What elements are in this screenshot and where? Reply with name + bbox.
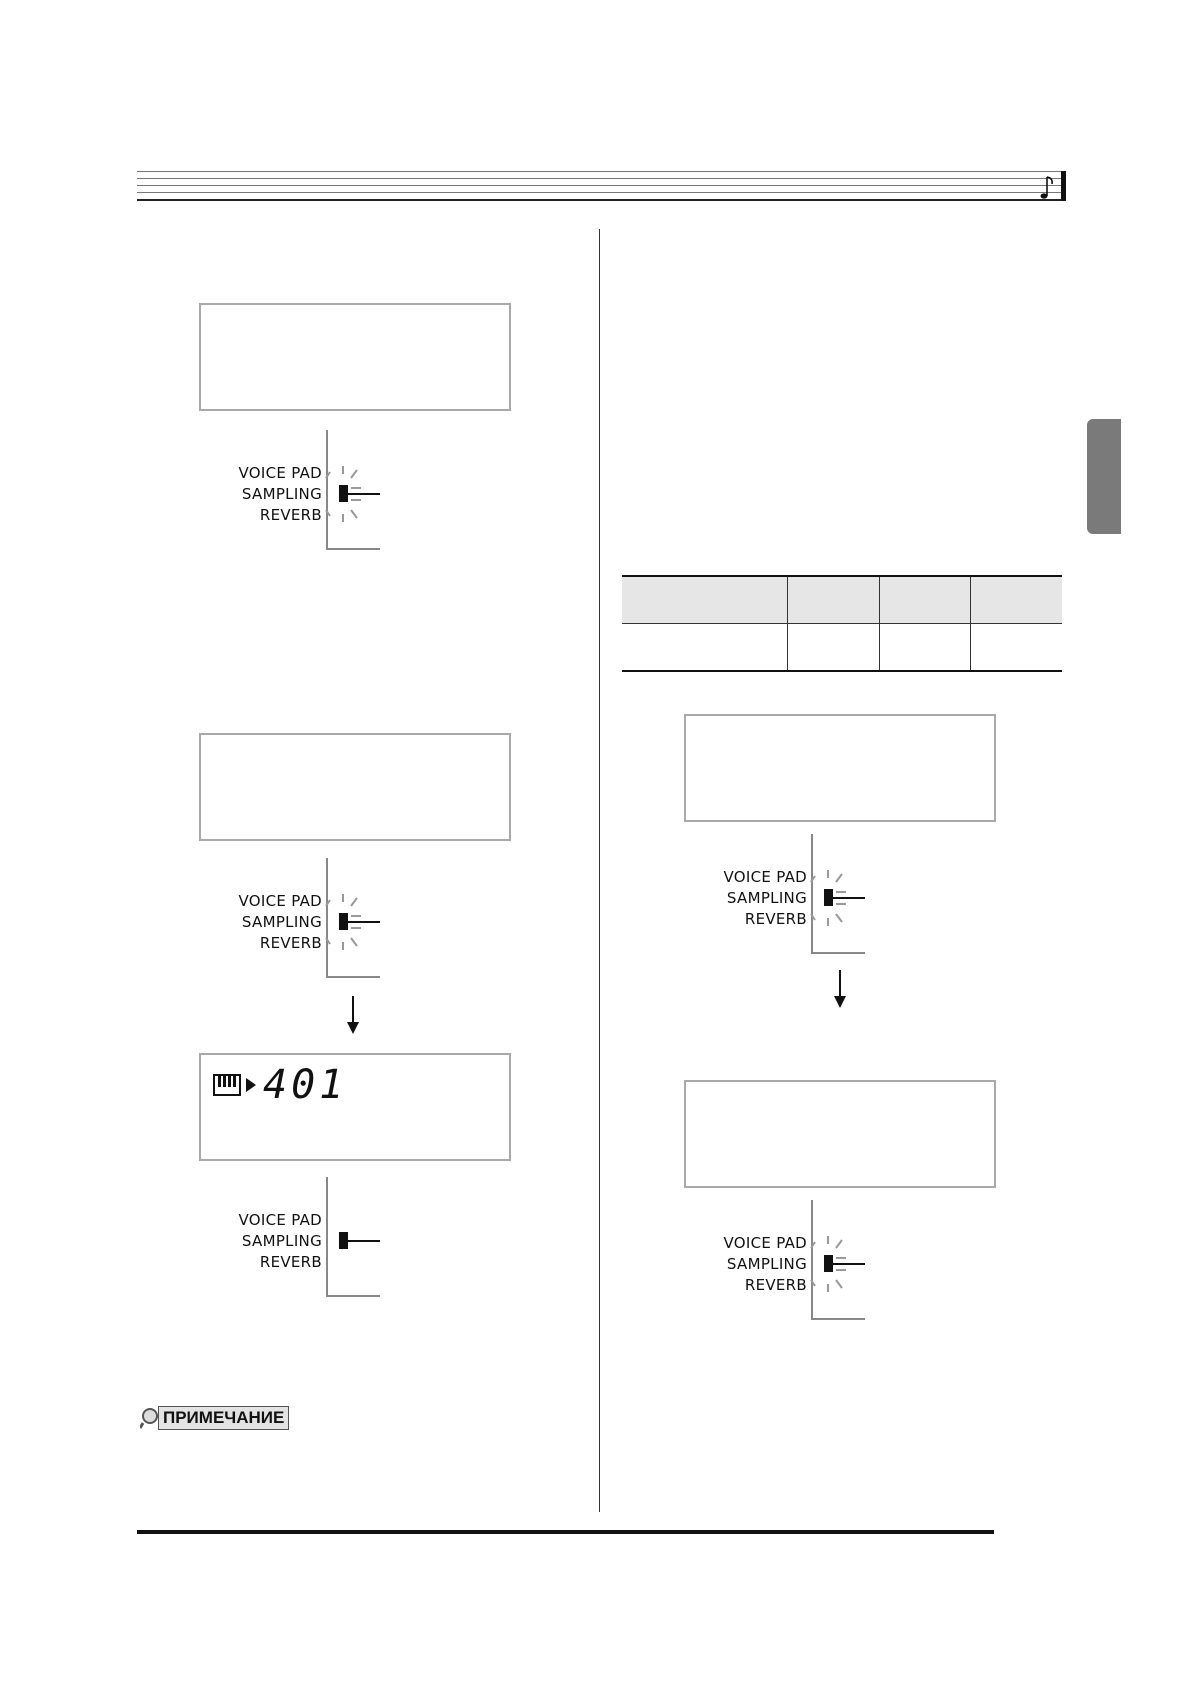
lcd-display: [684, 1080, 996, 1188]
down-arrow-icon: [833, 970, 847, 1008]
table-header-row: [622, 576, 1062, 624]
sampling-label: SAMPLING: [726, 889, 807, 907]
table-header-cell: [787, 576, 879, 624]
music-note-icon: [1039, 174, 1057, 201]
sampling-label: SAMPLING: [241, 913, 322, 931]
note-label: ПРИМЕЧАНИЕ: [158, 1406, 289, 1430]
side-tab: [1087, 419, 1121, 534]
keyboard-icon: [213, 1074, 241, 1096]
indicator-panel: [237, 858, 437, 978]
table-cell: [787, 624, 879, 672]
sampling-label: SAMPLING: [241, 485, 322, 503]
sampling-label: SAMPLING: [726, 1255, 807, 1273]
table-row: [622, 624, 1062, 672]
staff-end-bar: [1061, 171, 1066, 201]
lcd-display: [199, 733, 511, 841]
indicator-panel: [722, 1200, 922, 1320]
lcd-display: [199, 1053, 511, 1161]
header-staff: [137, 171, 1066, 201]
voice-pad-label: VOICE PAD: [238, 1211, 322, 1229]
play-triangle-icon: [245, 1077, 257, 1093]
table-header-cell: [879, 576, 970, 624]
indicator-panel: [722, 834, 922, 954]
sampling-label: SAMPLING: [241, 1232, 322, 1250]
reverb-label: REVERB: [259, 506, 322, 524]
indicator-panel: [237, 1177, 437, 1297]
lcd-display: [684, 714, 996, 822]
voice-pad-label: VOICE PAD: [238, 892, 322, 910]
table-header-cell: [622, 576, 787, 624]
magnifier-icon: [140, 1407, 162, 1429]
column-divider: [599, 229, 600, 1512]
voice-pad-label: VOICE PAD: [238, 464, 322, 482]
indicator-marker: [824, 1255, 833, 1272]
reverb-label: REVERB: [744, 910, 807, 928]
data-table: [622, 575, 1062, 672]
note-badge: [140, 1405, 289, 1431]
indicator-panel: [237, 430, 437, 550]
indicator-marker: [339, 913, 348, 930]
reverb-label: REVERB: [259, 934, 322, 952]
reverb-label: REVERB: [744, 1276, 807, 1294]
table-header-cell: [970, 576, 1062, 624]
indicator-marker: [824, 889, 833, 906]
lcd-readout: 401: [263, 1062, 348, 1108]
table-cell: [970, 624, 1062, 672]
voice-pad-label: VOICE PAD: [723, 1234, 807, 1252]
indicator-marker: [339, 1232, 348, 1249]
voice-pad-label: VOICE PAD: [723, 868, 807, 886]
table-cell: [879, 624, 970, 672]
table-cell: [622, 624, 787, 672]
down-arrow-icon: [346, 996, 360, 1034]
lcd-display: [199, 303, 511, 411]
reverb-label: REVERB: [259, 1253, 322, 1271]
footer-rule: [137, 1530, 994, 1534]
indicator-marker: [339, 485, 348, 502]
